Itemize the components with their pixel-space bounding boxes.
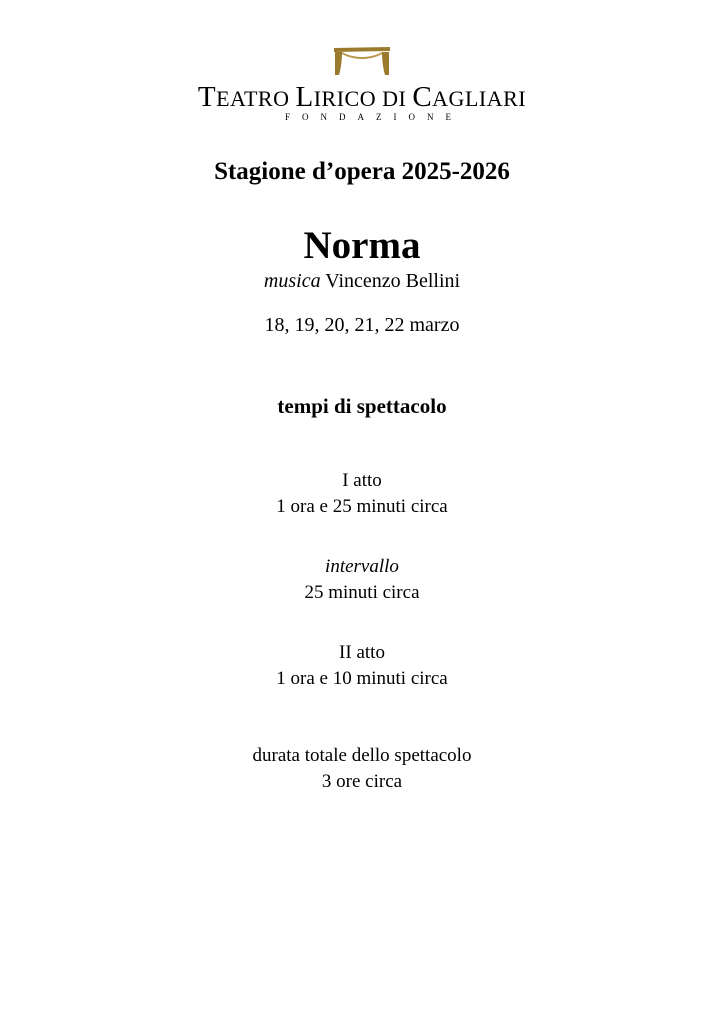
brand-word-lirico: LIRICO DI [295, 81, 413, 113]
total-duration-label: durata totale dello spettacolo [252, 745, 472, 766]
intermission-label: intervallo [325, 556, 399, 577]
act-2-label: II atto [339, 642, 385, 663]
intermission-duration: 25 minuti circa [304, 582, 420, 603]
act-2-duration: 1 ora e 10 minuti circa [276, 668, 448, 689]
act-1-duration: 1 ora e 25 minuti circa [276, 496, 448, 517]
composer-name: Vincenzo Bellini [325, 270, 461, 292]
composer-prefix: musica [263, 270, 321, 292]
performance-dates: 18, 19, 20, 21, 22 marzo [264, 314, 460, 336]
brand-name [0, 82, 724, 114]
opera-title: Norma [303, 224, 421, 267]
total-duration-value: 3 ore circa [321, 771, 403, 792]
brand-word-cagliari: CAGLIARI [412, 81, 527, 113]
schedule-heading: tempi di spettacolo [277, 394, 447, 418]
brand-word-teatro: TEATRO [197, 81, 296, 113]
theatre-curtain-icon [333, 46, 391, 76]
season-title: Stagione d’opera 2025-2026 [214, 158, 510, 185]
act-1-label: I atto [342, 470, 382, 491]
composer-line [0, 268, 724, 294]
brand-foundation: FONDAZIONE [285, 112, 463, 122]
